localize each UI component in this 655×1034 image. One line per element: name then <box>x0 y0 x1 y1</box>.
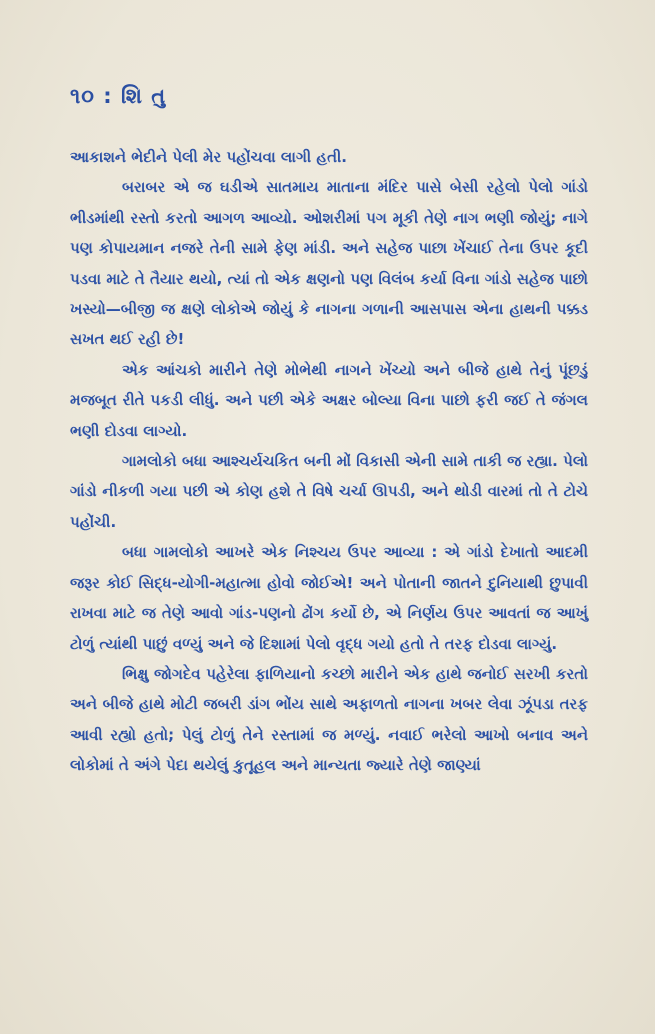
paragraph: બરાબર એ જ ઘડીએ સાતમાય માતાના મંદિર પાસે બેસી રહેલો પેલો ગાંડો ભીડમાંથી રસ્તો કરતો આગળ આવ્યો. ઓશરીમાં પગ મૂકી તેણે નાગ ભણી જોયું; નાગે પણ કોપાયમાન નજરે તેની સામે ફેણ માંડી. અને સહેજ પાછા ખેંચાઈ તેના ઉપર કૂદી પડવા માટે તે તૈયાર થયો, ત્યાં તો એક ક્ષણનો પણ વિલંબ કર્યા વિના ગાંડો સહેજ પાછો ખસ્યો—બીજી જ ક્ષણે લોકોએ જોયું કે નાગના ગળાની આસપાસ એના હાથની પક્કડ સખત થઈ રહી છે! <box>70 178 588 349</box>
running-head: ૧૦ : શિ તુ <box>70 84 167 108</box>
paragraph: ગામલોકો બધા આશ્ચર્યચકિત બની મોં વિકાસી એની સામે તાકી જ રહ્યા. પેલો ગાંડો નીકળી ગયા પછી એ કોણ હશે તે વિષે ચર્ચા ઊપડી, અને થોડી વારમાં તો તે ટોચે પહોંચી. <box>70 452 588 531</box>
body-text <box>70 142 588 781</box>
paragraph-continuation: આકાશને ભેદીને પેલી મેર પહોંચવા લાગી હતી. <box>70 148 348 166</box>
paragraph: એક આંચકો મારીને તેણે મોભેથી નાગને ખેંચ્યો અને બીજે હાથે તેનું પૂંછડું મજબૂત રીતે પકડી લીધું. અને પછી એકે અક્ષર બોલ્યા વિના પાછો ફરી જઈ તે જંગલ ભણી દોડવા લાગ્યો. <box>70 360 588 440</box>
paragraph: ભિક્ષુ જોગદેવ પહેરેલા ફાળિયાનો કચ્છો મારીને એક હાથે જનોઈ સરખી કરતો અને બીજે હાથે મોટી જબરી ડાંગ ભોંય સાથે અફાળતો નાગના ખબર લેવા ઝૂંપડા તરફ આવી રહ્યો હતો; પેલું ટોળું તેને રસ્તામાં જ મળ્યું. નવાઈ ભરેલો આખો બનાવ અને લોકોમાં તે અંગે પેદા થયેલું કુતૂહલ અને માન્યતા જ્યારે તેણે જાણ્યાં <box>70 664 588 775</box>
paragraph: બધા ગામલોકો આખરે એક નિશ્ચય ઉપર આવ્યા : એ ગાંડો દેખાતો આદમી જરૂર કોઈ સિદ્ધ-યોગી-મહાત્મા હોવો જોઈએ! અને પોતાની જાતને દુનિયાથી છુપાવી રાખવા માટે જ તેણે આવો ગાંડ-પણનો ઢોંગ કર્યો છે, એ નિર્ણય ઉપર આવતાં જ આખું ટોળું ત્યાંથી પાછું વળ્યું અને જે દિશામાં પેલો વૃદ્ધ ગયો હતો તે તરફ દોડવા લાગ્યું. <box>70 543 588 653</box>
